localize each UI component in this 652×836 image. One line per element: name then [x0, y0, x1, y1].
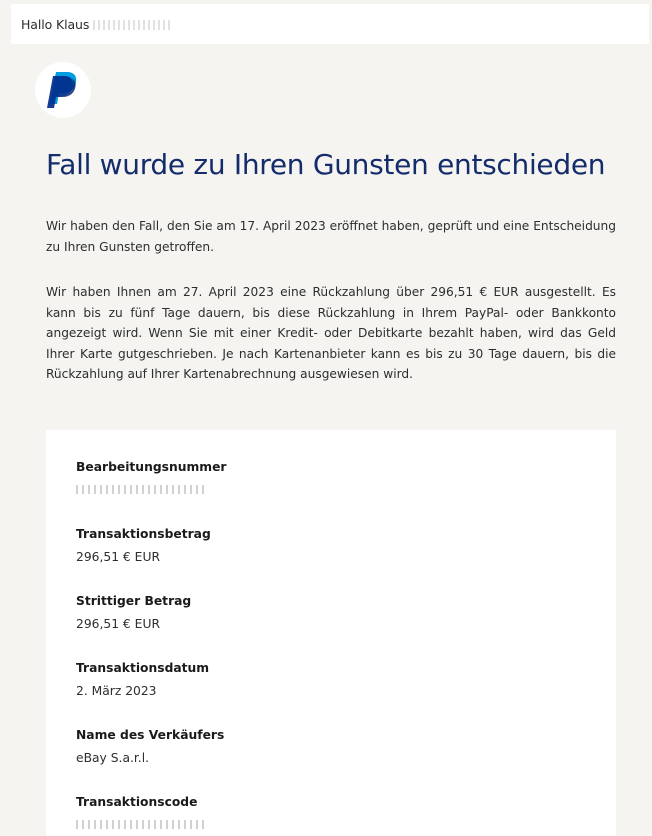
seller-name-field — [76, 727, 576, 766]
redacted-transaction-code — [76, 820, 204, 829]
case-details-card — [46, 430, 616, 836]
greeting-bar — [11, 4, 649, 44]
disputed-amount-label: Strittiger Betrag — [76, 594, 192, 608]
transaction-amount-label: Transaktionsbetrag — [76, 527, 211, 541]
transaction-date-value: 2. März 2023 — [76, 684, 157, 698]
disputed-amount-value: 296,51 € EUR — [76, 617, 160, 631]
redacted-processing-number — [76, 485, 204, 494]
seller-name-value: eBay S.a.r.l. — [76, 751, 150, 765]
transaction-amount-value: 296,51 € EUR — [76, 550, 160, 564]
redacted-name — [93, 20, 173, 30]
disputed-amount-field — [76, 593, 576, 632]
paypal-logo-graphic — [45, 70, 81, 110]
transaction-date-field — [76, 660, 576, 699]
transaction-date-label: Transaktionsdatum — [76, 661, 210, 675]
decision-paragraph: Wir haben den Fall, den Sie am 17. April 2023 eröffnet haben, geprüft und eine Entscheidung zu Ihren Gunsten getroffen. — [46, 219, 616, 254]
paypal-logo-icon — [35, 62, 91, 118]
greeting-label: Hallo Klaus — [21, 16, 90, 32]
transaction-code-field — [76, 794, 576, 833]
greeting-text — [11, 17, 173, 32]
email-heading: Fall wurde zu Ihren Gunsten entschieden — [46, 148, 606, 181]
transaction-amount-field — [76, 526, 576, 565]
seller-name-label: Name des Verkäufers — [76, 728, 225, 742]
refund-paragraph: Wir haben Ihnen am 27. April 2023 eine Rückzahlung über 296,51 € EUR ausgestellt. Es kann bis zu fünf Tage dauern, bis diese Rückzahlung in Ihrem PayPal- oder Bankkonto angezeigt wird. Wenn Sie mit einer Kredit- oder Debitkarte bezahlt haben, wird das Geld Ihrer Karte gutgeschrieben. Je nach Kartenanbieter kann es bis zu 30 Tage dauern, bis die Rückzahlung auf Ihrer Kartenabrechnung ausgewiesen wird. — [46, 285, 616, 381]
processing-number-field — [76, 459, 576, 498]
transaction-code-label: Transaktionscode — [76, 795, 198, 809]
processing-number-label: Bearbeitungsnummer — [76, 460, 227, 474]
